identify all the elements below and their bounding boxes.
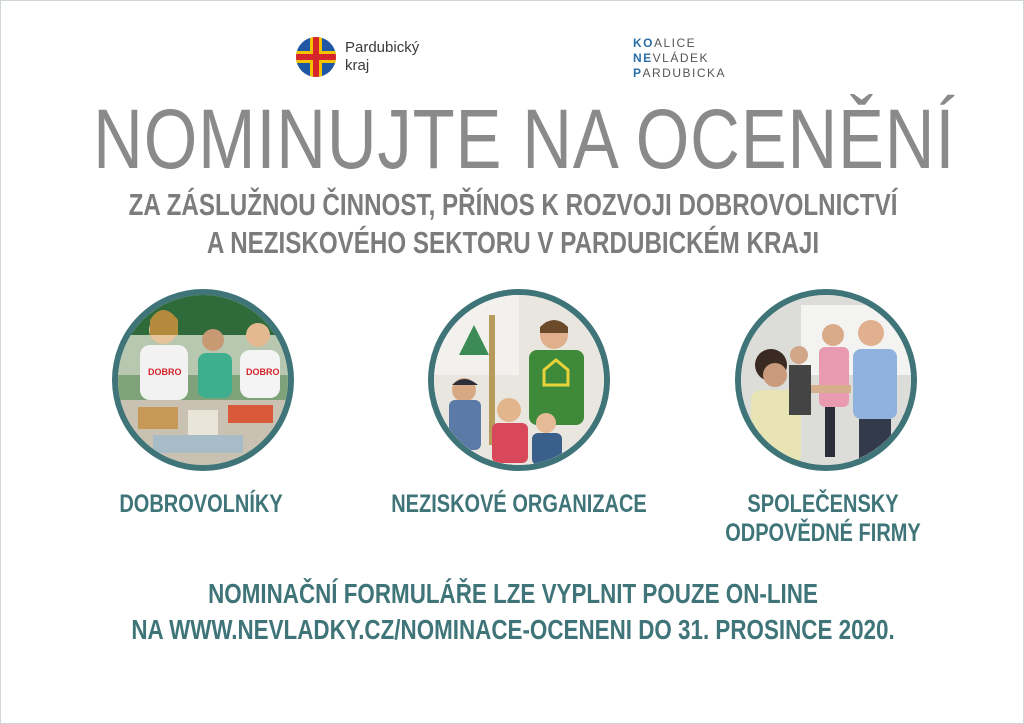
category-companies: [695, 490, 951, 548]
volunteers-photo: [112, 289, 294, 471]
subtitle-line1: ZA ZÁSLUŽNOU ČINNOST, PŘÍNOS K ROZVOJI DOBROVOLNICTVÍ: [128, 187, 898, 222]
koalice-nevladek-logo: [633, 36, 726, 81]
knp-line1-accent: KO: [633, 36, 654, 50]
companies-photo: [735, 289, 917, 471]
pardubicky-kraj-wordmark: [345, 39, 419, 75]
knp-line3-accent: P: [633, 66, 643, 80]
footer-line2: NA WWW.NEVLADKY.CZ/NOMINACE-OCENENI DO 31. PROSINCE 2020.: [131, 614, 895, 645]
headline: NOMINUJTE NA OCENĚNÍ: [93, 92, 956, 186]
category-companies-line1: SPOLEČENSKY: [747, 490, 899, 518]
knp-line2-rest: VLÁDEK: [652, 51, 710, 65]
knp-line1-rest: ALICE: [654, 36, 697, 50]
svg-text:DOBRO: DOBRO: [148, 367, 182, 377]
knp-line2: [633, 51, 726, 66]
pardubicky-kraj-emblem-icon: [295, 36, 337, 78]
knp-line3-rest: ARDUBICKA: [642, 66, 727, 80]
pk-line1: Pardubický: [345, 39, 420, 56]
knp-line2-accent: NE: [633, 51, 653, 65]
category-nonprofits: NEZISKOVÉ ORGANIZACE: [391, 490, 647, 518]
subtitle-line2: A NEZISKOVÉHO SEKTORU V PARDUBICKÉM KRAJI: [206, 225, 820, 260]
category-companies-line2: ODPOVĚDNÉ FIRMY: [725, 519, 921, 547]
svg-text:DOBRO: DOBRO: [246, 367, 280, 377]
pardubicky-kraj-logo: [295, 36, 419, 78]
nonprofit-photo: [428, 289, 610, 471]
knp-line3: [633, 66, 726, 81]
footer-line1: NOMINAČNÍ FORMULÁŘE LZE VYPLNIT POUZE ON-LINE: [208, 578, 818, 609]
pk-line2: kraj: [345, 57, 370, 74]
category-volunteers: DOBROVOLNÍKY: [119, 490, 283, 518]
knp-line1: [633, 36, 726, 51]
